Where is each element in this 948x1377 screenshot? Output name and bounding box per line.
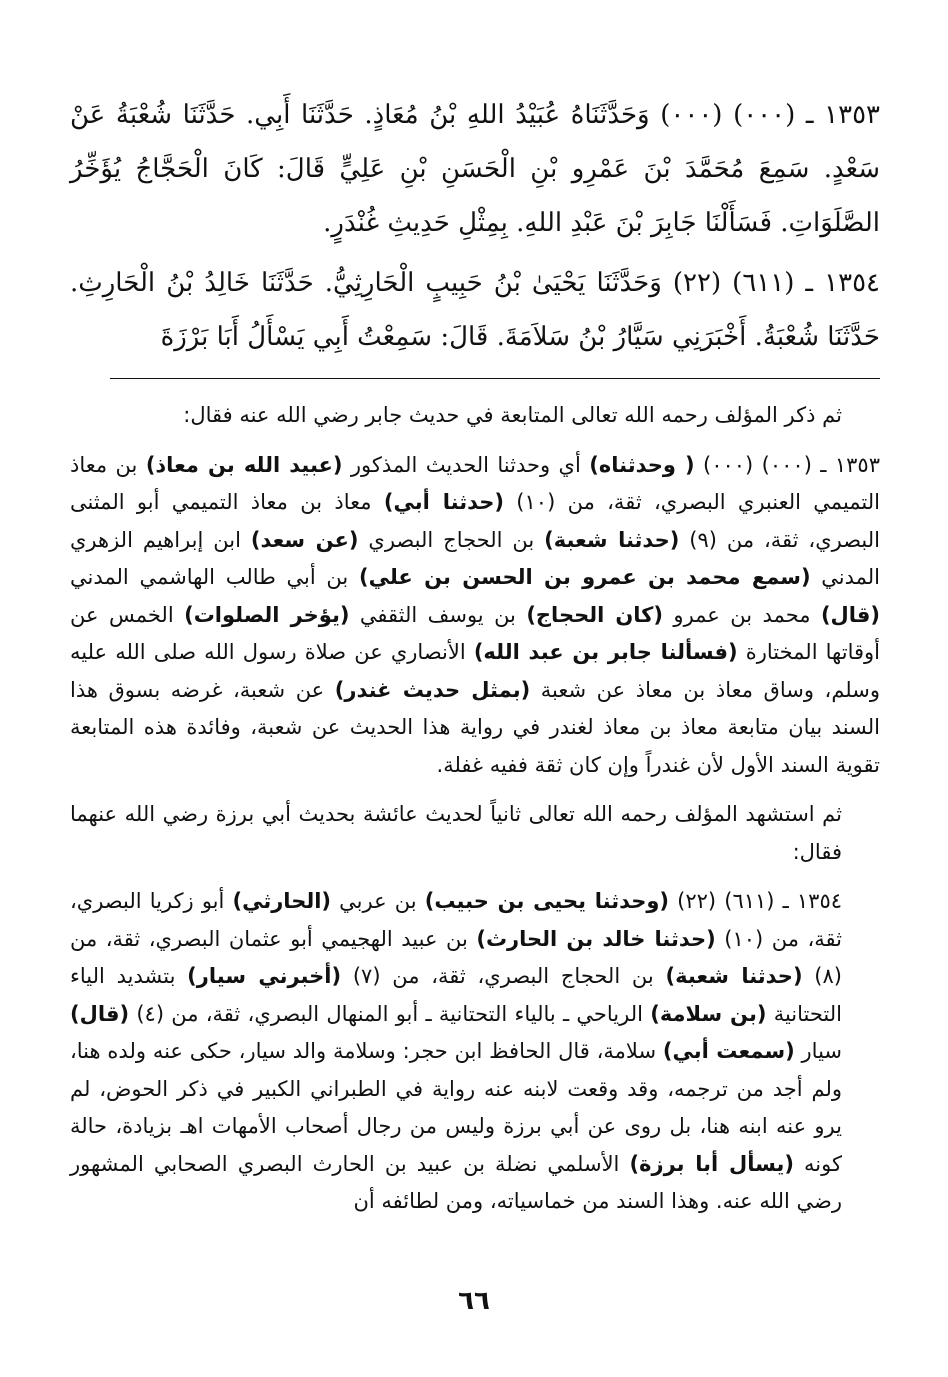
matn-quote: (قال)	[820, 602, 880, 627]
page-number: ٦٦	[458, 1286, 490, 1316]
text-segment: بن الحجاج البصري	[358, 527, 545, 552]
text-segment: سيار	[794, 1039, 843, 1063]
narrator-name: (حدثنا شعبة)	[665, 964, 803, 988]
text-segment: بن معاذ التميمي العنبري البصري، ثقة، من (١٠)	[70, 452, 880, 514]
matn-quote: (بمثل حديث غندر)	[334, 677, 531, 702]
hadith-1353: ١٣٥٣ ـ (٠٠٠) (٠٠٠) وَحَدَّثَنَاهُ عُبَيْدُ اللهِ بْنُ مُعَاذٍ. حَدَّثَنَا أَبِي. حَدَّثَنَا شُعْبَةُ عَنْ سَعْدٍ. سَمِعَ مُحَمَّدَ بْنَ عَمْرِو بْنِ الْحَسَنِ بْنِ عَلِيٍّ قَالَ: كَانَ الْحَجَّاجُ يُؤَخِّرُ الصَّلَوَاتِ. فَسَأَلْنَا جَابِرَ بْنَ عَبْدِ اللهِ. بِمِثْلِ حَدِيثِ غُنْدَرٍ.	[70, 100, 880, 238]
hadith-1354: ١٣٥٤ ـ (٦١١) (٢٢) وَحَدَّثَنَا يَحْيَىٰ بْنُ حَبِيبٍ الْحَارِثِيُّ. حَدَّثَنَا خَالِدُ بْنُ الْحَارِثِ. حَدَّثَنَا شُعْبَةُ. أَخْبَرَنِي سَيَّارُ بْنُ سَلاَمَةَ. قَالَ: سَمِعْتُ أَبِي يَسْأَلُ أَبَا بَرْزَةَ	[70, 268, 880, 352]
matn-quote: (يؤخر الصلوات)	[184, 602, 350, 627]
matn-quote: (كان الحجاج)	[526, 602, 663, 627]
narrator-name: (عبيد الله بن معاذ)	[145, 452, 343, 477]
text-segment: أبو زكريا البصري، ثقة، من (١٠)	[70, 889, 842, 951]
page-content	[70, 88, 880, 1233]
narrator-name: ( وحدثناه)	[589, 452, 695, 477]
text-segment: الرياحي ـ بالياء التحتانية ـ أبو المنهال البصري، ثقة، من (٤)	[129, 1001, 651, 1026]
narrator-name: (بن سلامة)	[650, 1001, 767, 1026]
narrator-name: (الحارثي)	[232, 889, 332, 913]
text-segment: بن أبي طالب الهاشمي المدني	[70, 565, 359, 589]
text-segment: بتشديد الياء التحتانية	[70, 964, 843, 1026]
commentary-1353	[70, 447, 880, 785]
commentary-1354	[70, 883, 880, 1221]
text-segment: أي وحدثنا الحديث المذكور	[342, 452, 590, 477]
text-segment: محمد بن عمرو	[663, 602, 821, 627]
text-segment: الأسلمي نضلة بن عبيد بن الحارث البصري الصحابي المشهور رضي الله عنه. وهذا السند من خماسياته، ومن لطائفه أن	[70, 1151, 842, 1213]
commentary-intro-2: ثم استشهد المؤلف رحمه الله تعالى ثانياً لحديث عائشة بحديث أبي برزة رضي الله عنهما فقال:	[70, 802, 842, 864]
text-segment: عن شعبة، غرضه بسوق هذا السند بيان متابعة معاذ بن معاذ لغندر في رواية هذا الحديث عن شعبة، وفائدة هذه المتابعة تقوية السند الأول لأن غندراً وإن كان ثقة ففيه غفلة.	[70, 677, 880, 777]
text-segment: سلامة، قال الحافظ ابن حجر: وسلامة والد سيار، حكى عنه ولده هنا، ولم أجد من ترجمه، وقد وقعت لابنه عنه رواية في الطبراني الكبير في ذكر الحوض، لم يرو عنه ابنه هنا، بل روى عن أبي برزة وليس من رجال أصحاب الأمهات اهـ بزيادة، حالة كونه	[70, 1039, 842, 1176]
narrator-name: (عن سعد)	[250, 527, 359, 552]
matn-quote: (فسألنا جابر بن عبد الله)	[473, 640, 738, 664]
text-segment: بن عبيد الهجيمي أبو عثمان البصري، ثقة، من (٨)	[70, 926, 842, 988]
narrator-name: (حدثنا أبي)	[383, 490, 504, 514]
text-segment: الخمس عن أوقاتها المختارة	[70, 602, 880, 664]
narrator-name: (حدثنا خالد بن الحارث)	[476, 926, 716, 951]
narrator-name: (سمع محمد بن عمرو بن الحسن بن علي)	[358, 565, 811, 589]
narrator-name: (حدثنا شعبة)	[544, 527, 680, 552]
matn-quote: (سمعت أبي)	[662, 1039, 795, 1063]
text-segment: بن يوسف الثقفي	[349, 602, 527, 627]
text-segment: بن عربي	[331, 889, 425, 913]
narrator-name: (أخبرني سيار)	[187, 964, 342, 988]
narrator-name: (وحدثنا يحيى بن حبيب)	[424, 889, 670, 913]
matn-quote: (يسأل أبا برزة)	[629, 1151, 794, 1176]
commentary-intro-1: ثم ذكر المؤلف رحمه الله تعالى المتابعة في حديث جابر رضي الله عنه فقال:	[183, 403, 842, 427]
text-segment: ابن إبراهيم الزهري المدني	[70, 527, 880, 589]
text-segment: بن الحجاج البصري، ثقة، من (٧)	[341, 964, 666, 988]
divider-line	[110, 378, 880, 379]
text-segment: ١٣٥٣ ـ (٠٠٠) (٠٠٠)	[694, 452, 880, 477]
text-segment: معاذ بن معاذ التميمي أبو المثنى البصري، ثقة، من (٩)	[70, 490, 881, 552]
text-segment: ١٣٥٤ ـ (٦١١) (٢٢)	[669, 889, 843, 913]
text-segment: الأنصاري عن صلاة رسول الله صلى الله عليه وسلم، وساق معاذ بن معاذ عن شعبة	[70, 640, 880, 702]
matn-quote: (قال)	[70, 1001, 130, 1026]
